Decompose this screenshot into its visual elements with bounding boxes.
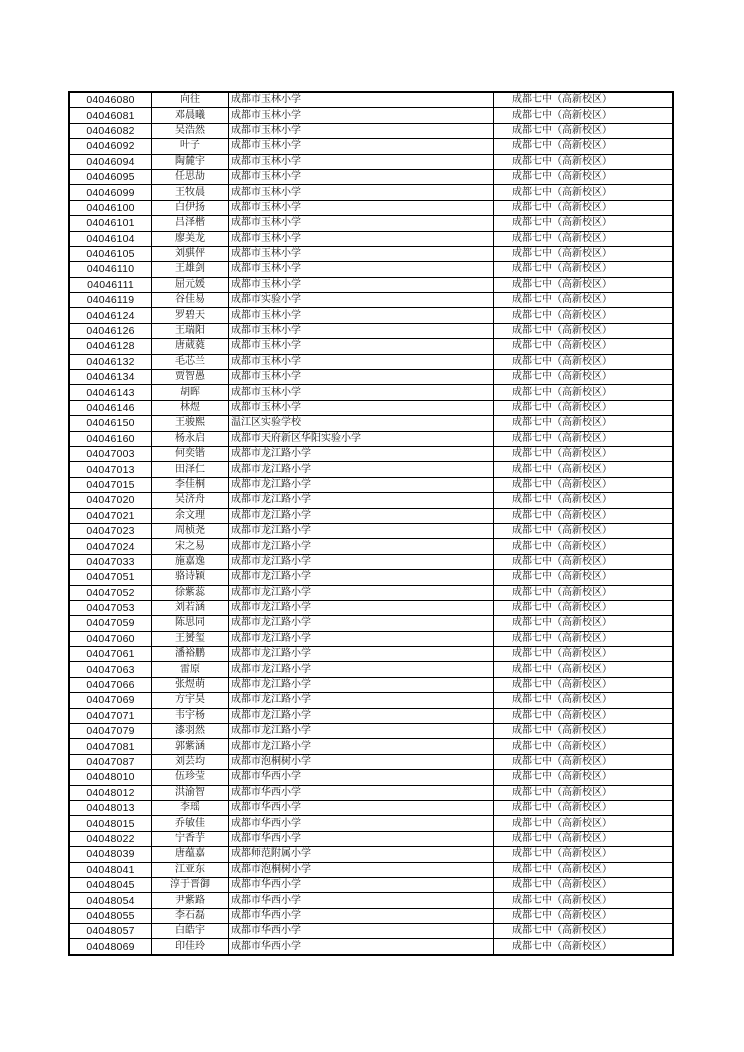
student-name-cell: 陶麓宇 [152, 154, 229, 169]
admitted-school-cell: 成都七中（高新校区） [494, 508, 674, 523]
student-name-cell: 林煜 [152, 400, 229, 415]
student-id-cell: 04046160 [69, 431, 152, 446]
admitted-school-cell: 成都七中（高新校区） [494, 631, 674, 646]
student-id-cell: 04046081 [69, 108, 152, 123]
primary-school-cell: 成都市龙江路小学 [229, 570, 494, 585]
primary-school-cell: 成都市华西小学 [229, 816, 494, 831]
table-row [69, 539, 673, 554]
table-row [69, 293, 673, 308]
student-name-cell: 漆羽然 [152, 724, 229, 739]
table-row [69, 770, 673, 785]
table-row [69, 231, 673, 246]
student-id-cell: 04048015 [69, 816, 152, 831]
student-id-cell: 04047051 [69, 570, 152, 585]
table-row [69, 554, 673, 569]
primary-school-cell: 成都市华西小学 [229, 924, 494, 939]
student-id-cell: 04046110 [69, 262, 152, 277]
student-name-cell: 印佳玲 [152, 939, 229, 955]
student-name-cell: 王牧晨 [152, 185, 229, 200]
student-id-cell: 04046111 [69, 277, 152, 292]
student-name-cell: 韦宇杨 [152, 708, 229, 723]
student-name-cell: 何奕锴 [152, 446, 229, 461]
admitted-school-cell: 成都七中（高新校区） [494, 847, 674, 862]
student-id-cell: 04047033 [69, 554, 152, 569]
admitted-school-cell: 成都七中（高新校区） [494, 693, 674, 708]
admitted-school-cell: 成都七中（高新校区） [494, 554, 674, 569]
admitted-school-cell: 成都七中（高新校区） [494, 570, 674, 585]
table-row [69, 431, 673, 446]
admitted-school-cell: 成都七中（高新校区） [494, 477, 674, 492]
primary-school-cell: 成都市实验小学 [229, 293, 494, 308]
table-row [69, 154, 673, 169]
admitted-school-cell: 成都七中（高新校区） [494, 293, 674, 308]
admitted-school-cell: 成都七中（高新校区） [494, 739, 674, 754]
primary-school-cell: 成都市华西小学 [229, 831, 494, 846]
student-id-cell: 04046104 [69, 231, 152, 246]
student-name-cell: 雷原 [152, 662, 229, 677]
student-name-cell: 施嘉逸 [152, 554, 229, 569]
student-id-cell: 04047059 [69, 616, 152, 631]
table-row [69, 370, 673, 385]
student-id-cell: 04048045 [69, 877, 152, 892]
student-name-cell: 方宇昊 [152, 693, 229, 708]
primary-school-cell: 成都市玉林小学 [229, 262, 494, 277]
primary-school-cell: 成都市华西小学 [229, 893, 494, 908]
primary-school-cell: 成都市华西小学 [229, 908, 494, 923]
primary-school-cell: 成都市龙江路小学 [229, 739, 494, 754]
student-name-cell: 贾智愚 [152, 370, 229, 385]
student-name-cell: 白皓宇 [152, 924, 229, 939]
student-id-cell: 04046080 [69, 92, 152, 108]
admitted-school-cell: 成都七中（高新校区） [494, 754, 674, 769]
primary-school-cell: 成都市玉林小学 [229, 323, 494, 338]
admitted-school-cell: 成都七中（高新校区） [494, 154, 674, 169]
admitted-school-cell: 成都七中（高新校区） [494, 200, 674, 215]
admitted-school-cell: 成都七中（高新校区） [494, 431, 674, 446]
table-row [69, 277, 673, 292]
student-id-cell: 04048054 [69, 893, 152, 908]
student-id-cell: 04046101 [69, 216, 152, 231]
student-name-cell: 谷佳易 [152, 293, 229, 308]
student-name-cell: 陈思同 [152, 616, 229, 631]
student-name-cell: 刘若涵 [152, 600, 229, 615]
admitted-school-cell: 成都七中（高新校区） [494, 939, 674, 955]
table-row [69, 169, 673, 184]
primary-school-cell: 成都市龙江路小学 [229, 708, 494, 723]
admitted-school-cell: 成都七中（高新校区） [494, 462, 674, 477]
primary-school-cell: 成都市玉林小学 [229, 154, 494, 169]
student-name-cell: 毛芯兰 [152, 354, 229, 369]
student-name-cell: 叶子 [152, 139, 229, 154]
primary-school-cell: 成都市泡桐树小学 [229, 862, 494, 877]
table-row [69, 477, 673, 492]
primary-school-cell: 成都市玉林小学 [229, 277, 494, 292]
student-id-cell: 04047023 [69, 523, 152, 538]
student-name-cell: 刘骐伻 [152, 246, 229, 261]
primary-school-cell: 成都市龙江路小学 [229, 523, 494, 538]
student-id-cell: 04046143 [69, 385, 152, 400]
primary-school-cell: 成都市玉林小学 [229, 139, 494, 154]
table-row [69, 754, 673, 769]
primary-school-cell: 成都市龙江路小学 [229, 616, 494, 631]
admitted-school-cell: 成都七中（高新校区） [494, 862, 674, 877]
primary-school-cell: 成都市龙江路小学 [229, 662, 494, 677]
admitted-school-cell: 成都七中（高新校区） [494, 246, 674, 261]
table-row [69, 908, 673, 923]
primary-school-cell: 成都市玉林小学 [229, 216, 494, 231]
student-name-cell: 伍珍莹 [152, 770, 229, 785]
student-name-cell: 李佳桐 [152, 477, 229, 492]
admitted-school-cell: 成都七中（高新校区） [494, 770, 674, 785]
table-row [69, 708, 673, 723]
student-name-cell: 王瑞阳 [152, 323, 229, 338]
primary-school-cell: 成都市玉林小学 [229, 185, 494, 200]
student-id-cell: 04047063 [69, 662, 152, 677]
primary-school-cell: 成都市玉林小学 [229, 400, 494, 415]
admitted-school-cell: 成都七中（高新校区） [494, 877, 674, 892]
table-row [69, 523, 673, 538]
primary-school-cell: 成都市龙江路小学 [229, 508, 494, 523]
student-name-cell: 向往 [152, 92, 229, 108]
primary-school-cell: 成都市华西小学 [229, 800, 494, 815]
table-row [69, 92, 673, 108]
primary-school-cell: 成都市龙江路小学 [229, 493, 494, 508]
student-id-cell: 04046119 [69, 293, 152, 308]
student-name-cell: 唐蕴嘉 [152, 847, 229, 862]
student-id-cell: 04046082 [69, 123, 152, 138]
admitted-school-cell: 成都七中（高新校区） [494, 446, 674, 461]
student-id-cell: 04047020 [69, 493, 152, 508]
table-row [69, 462, 673, 477]
student-name-cell: 唐葳蕤 [152, 339, 229, 354]
student-id-cell: 04047061 [69, 647, 152, 662]
student-id-cell: 04047060 [69, 631, 152, 646]
student-id-cell: 04047052 [69, 585, 152, 600]
table-row [69, 323, 673, 338]
table-row [69, 385, 673, 400]
table-row [69, 354, 673, 369]
primary-school-cell: 成都市龙江路小学 [229, 539, 494, 554]
student-name-cell: 张煜萌 [152, 677, 229, 692]
student-name-cell: 田泽仁 [152, 462, 229, 477]
table-row [69, 924, 673, 939]
admitted-school-cell: 成都七中（高新校区） [494, 708, 674, 723]
primary-school-cell: 成都市玉林小学 [229, 246, 494, 261]
student-name-cell: 潘裕鹏 [152, 647, 229, 662]
admitted-school-cell: 成都七中（高新校区） [494, 785, 674, 800]
admission-list-table [68, 91, 674, 956]
student-id-cell: 04048022 [69, 831, 152, 846]
admitted-school-cell: 成都七中（高新校区） [494, 523, 674, 538]
student-id-cell: 04048055 [69, 908, 152, 923]
student-id-cell: 04048012 [69, 785, 152, 800]
student-name-cell: 吴浩然 [152, 123, 229, 138]
admitted-school-cell: 成都七中（高新校区） [494, 647, 674, 662]
student-id-cell: 04047087 [69, 754, 152, 769]
admitted-school-cell: 成都七中（高新校区） [494, 123, 674, 138]
table-row [69, 847, 673, 862]
student-id-cell: 04047053 [69, 600, 152, 615]
admitted-school-cell: 成都七中（高新校区） [494, 323, 674, 338]
primary-school-cell: 成都市龙江路小学 [229, 600, 494, 615]
student-name-cell: 屈元媛 [152, 277, 229, 292]
student-name-cell: 罗碧天 [152, 308, 229, 323]
student-name-cell: 淳于晋御 [152, 877, 229, 892]
table-row [69, 724, 673, 739]
table-row [69, 108, 673, 123]
table-row [69, 308, 673, 323]
admitted-school-cell: 成都七中（高新校区） [494, 724, 674, 739]
admitted-school-cell: 成都七中（高新校区） [494, 262, 674, 277]
student-name-cell: 王赟玺 [152, 631, 229, 646]
student-id-cell: 04047013 [69, 462, 152, 477]
student-id-cell: 04047081 [69, 739, 152, 754]
table-row [69, 616, 673, 631]
table-row [69, 400, 673, 415]
primary-school-cell: 成都市玉林小学 [229, 385, 494, 400]
student-id-cell: 04047071 [69, 708, 152, 723]
admitted-school-cell: 成都七中（高新校区） [494, 92, 674, 108]
table-row [69, 739, 673, 754]
student-id-cell: 04046094 [69, 154, 152, 169]
student-name-cell: 王骏熙 [152, 416, 229, 431]
admitted-school-cell: 成都七中（高新校区） [494, 816, 674, 831]
primary-school-cell: 成都市玉林小学 [229, 370, 494, 385]
student-name-cell: 李瑶 [152, 800, 229, 815]
table-row [69, 939, 673, 955]
student-name-cell: 江亚东 [152, 862, 229, 877]
table-row [69, 585, 673, 600]
table-row [69, 493, 673, 508]
primary-school-cell: 成都市玉林小学 [229, 308, 494, 323]
student-name-cell: 洪渝智 [152, 785, 229, 800]
student-id-cell: 04047079 [69, 724, 152, 739]
primary-school-cell: 成都市龙江路小学 [229, 677, 494, 692]
table-row [69, 246, 673, 261]
admitted-school-cell: 成都七中（高新校区） [494, 216, 674, 231]
student-id-cell: 04046099 [69, 185, 152, 200]
admitted-school-cell: 成都七中（高新校区） [494, 354, 674, 369]
student-id-cell: 04047069 [69, 693, 152, 708]
primary-school-cell: 成都市华西小学 [229, 770, 494, 785]
student-name-cell: 周桢尧 [152, 523, 229, 538]
student-name-cell: 杨永启 [152, 431, 229, 446]
table-row [69, 339, 673, 354]
student-name-cell: 刘芸均 [152, 754, 229, 769]
table-row [69, 877, 673, 892]
primary-school-cell: 成都市天府新区华阳实验小学 [229, 431, 494, 446]
primary-school-cell: 成都市龙江路小学 [229, 693, 494, 708]
primary-school-cell: 成都市玉林小学 [229, 354, 494, 369]
primary-school-cell: 成都市龙江路小学 [229, 462, 494, 477]
admitted-school-cell: 成都七中（高新校区） [494, 893, 674, 908]
student-id-cell: 04048057 [69, 924, 152, 939]
student-name-cell: 李石磊 [152, 908, 229, 923]
student-name-cell: 邓晨曦 [152, 108, 229, 123]
table-body [69, 92, 673, 955]
student-name-cell: 尹紫路 [152, 893, 229, 908]
admitted-school-cell: 成都七中（高新校区） [494, 662, 674, 677]
table-row [69, 123, 673, 138]
admitted-school-cell: 成都七中（高新校区） [494, 139, 674, 154]
student-name-cell: 宁香芋 [152, 831, 229, 846]
student-id-cell: 04046128 [69, 339, 152, 354]
admitted-school-cell: 成都七中（高新校区） [494, 108, 674, 123]
primary-school-cell: 成都市龙江路小学 [229, 477, 494, 492]
student-id-cell: 04046146 [69, 400, 152, 415]
student-id-cell: 04046124 [69, 308, 152, 323]
student-id-cell: 04048039 [69, 847, 152, 862]
admitted-school-cell: 成都七中（高新校区） [494, 800, 674, 815]
table-row [69, 185, 673, 200]
table-row [69, 785, 673, 800]
admitted-school-cell: 成都七中（高新校区） [494, 908, 674, 923]
student-name-cell: 胡晖 [152, 385, 229, 400]
admitted-school-cell: 成都七中（高新校区） [494, 493, 674, 508]
student-id-cell: 04047024 [69, 539, 152, 554]
primary-school-cell: 成都市华西小学 [229, 785, 494, 800]
student-name-cell: 宋之易 [152, 539, 229, 554]
student-name-cell: 白伊扬 [152, 200, 229, 215]
student-id-cell: 04047021 [69, 508, 152, 523]
table-row [69, 800, 673, 815]
student-id-cell: 04048041 [69, 862, 152, 877]
admitted-school-cell: 成都七中（高新校区） [494, 385, 674, 400]
primary-school-cell: 成都市玉林小学 [229, 169, 494, 184]
primary-school-cell: 成都市玉林小学 [229, 92, 494, 108]
primary-school-cell: 成都市龙江路小学 [229, 554, 494, 569]
student-id-cell: 04046105 [69, 246, 152, 261]
student-id-cell: 04047003 [69, 446, 152, 461]
student-name-cell: 余文理 [152, 508, 229, 523]
student-id-cell: 04048010 [69, 770, 152, 785]
admitted-school-cell: 成都七中（高新校区） [494, 616, 674, 631]
student-id-cell: 04048013 [69, 800, 152, 815]
table-row [69, 570, 673, 585]
student-name-cell: 郭紫涵 [152, 739, 229, 754]
table-row [69, 416, 673, 431]
student-id-cell: 04046095 [69, 169, 152, 184]
table-row [69, 862, 673, 877]
admitted-school-cell: 成都七中（高新校区） [494, 277, 674, 292]
primary-school-cell: 成都市玉林小学 [229, 200, 494, 215]
admitted-school-cell: 成都七中（高新校区） [494, 585, 674, 600]
student-id-cell: 04046132 [69, 354, 152, 369]
student-id-cell: 04046134 [69, 370, 152, 385]
table-row [69, 647, 673, 662]
table-row [69, 693, 673, 708]
primary-school-cell: 成都市泡桐树小学 [229, 754, 494, 769]
primary-school-cell: 成都市龙江路小学 [229, 647, 494, 662]
admitted-school-cell: 成都七中（高新校区） [494, 831, 674, 846]
table-row [69, 200, 673, 215]
primary-school-cell: 成都市华西小学 [229, 877, 494, 892]
primary-school-cell: 成都市玉林小学 [229, 108, 494, 123]
student-name-cell: 徐紫蕊 [152, 585, 229, 600]
admitted-school-cell: 成都七中（高新校区） [494, 600, 674, 615]
table-row [69, 216, 673, 231]
student-name-cell: 任思劼 [152, 169, 229, 184]
student-name-cell: 乔敏佳 [152, 816, 229, 831]
admitted-school-cell: 成都七中（高新校区） [494, 185, 674, 200]
student-id-cell: 04046126 [69, 323, 152, 338]
primary-school-cell: 成都市龙江路小学 [229, 724, 494, 739]
table-row [69, 631, 673, 646]
primary-school-cell: 成都市龙江路小学 [229, 585, 494, 600]
student-name-cell: 王雄剑 [152, 262, 229, 277]
student-name-cell: 吴济舟 [152, 493, 229, 508]
student-id-cell: 04046092 [69, 139, 152, 154]
student-id-cell: 04046100 [69, 200, 152, 215]
table-row [69, 508, 673, 523]
student-name-cell: 骆诗颖 [152, 570, 229, 585]
admitted-school-cell: 成都七中（高新校区） [494, 400, 674, 415]
student-id-cell: 04047015 [69, 477, 152, 492]
student-id-cell: 04048069 [69, 939, 152, 955]
primary-school-cell: 成都市玉林小学 [229, 339, 494, 354]
admitted-school-cell: 成都七中（高新校区） [494, 539, 674, 554]
table-row [69, 893, 673, 908]
primary-school-cell: 成都市华西小学 [229, 939, 494, 955]
table-row [69, 262, 673, 277]
primary-school-cell: 成都市龙江路小学 [229, 631, 494, 646]
table-row [69, 677, 673, 692]
admitted-school-cell: 成都七中（高新校区） [494, 231, 674, 246]
admitted-school-cell: 成都七中（高新校区） [494, 924, 674, 939]
table-row [69, 816, 673, 831]
table-row [69, 139, 673, 154]
table-row [69, 446, 673, 461]
admitted-school-cell: 成都七中（高新校区） [494, 677, 674, 692]
primary-school-cell: 成都市龙江路小学 [229, 446, 494, 461]
primary-school-cell: 成都市玉林小学 [229, 123, 494, 138]
primary-school-cell: 温江区实验学校 [229, 416, 494, 431]
table-row [69, 662, 673, 677]
table-row [69, 831, 673, 846]
admitted-school-cell: 成都七中（高新校区） [494, 416, 674, 431]
primary-school-cell: 成都师范附属小学 [229, 847, 494, 862]
admitted-school-cell: 成都七中（高新校区） [494, 370, 674, 385]
admitted-school-cell: 成都七中（高新校区） [494, 169, 674, 184]
admitted-school-cell: 成都七中（高新校区） [494, 339, 674, 354]
student-id-cell: 04046150 [69, 416, 152, 431]
primary-school-cell: 成都市玉林小学 [229, 231, 494, 246]
table-row [69, 600, 673, 615]
student-name-cell: 廖美龙 [152, 231, 229, 246]
student-name-cell: 吕泽楷 [152, 216, 229, 231]
student-id-cell: 04047066 [69, 677, 152, 692]
admitted-school-cell: 成都七中（高新校区） [494, 308, 674, 323]
